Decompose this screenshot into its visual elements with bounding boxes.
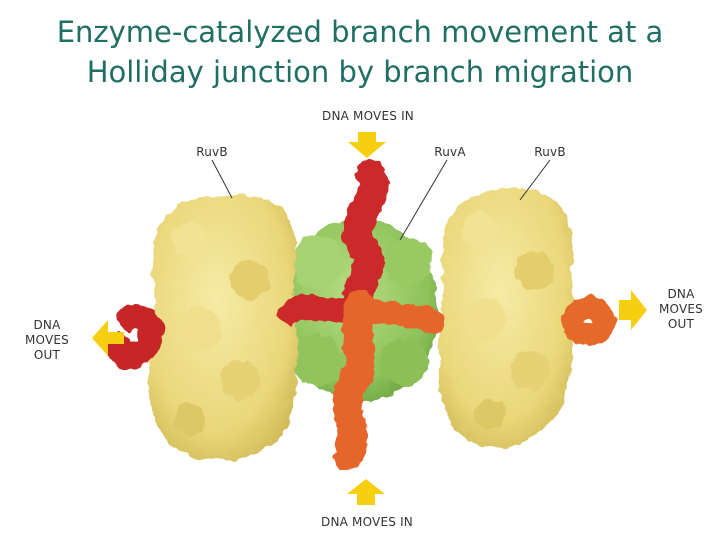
- callout-ruvb-left: [212, 160, 232, 198]
- callout-ruva: [400, 160, 447, 240]
- label-ruvb-left: RuvB: [196, 145, 228, 159]
- label-dna-out-left-line-1: DNA: [33, 318, 61, 332]
- arrow-right-icon: [619, 290, 647, 330]
- label-dna-moves-in-top: DNA MOVES IN: [322, 109, 414, 123]
- label-dna-moves-out-left: [20, 318, 74, 363]
- arrow-down-icon: [348, 132, 386, 158]
- label-ruvb-right: RuvB: [534, 145, 566, 159]
- arrow-up-icon: [347, 479, 385, 505]
- label-dna-moves-out-right: [652, 287, 710, 332]
- title-line-1: Enzyme-catalyzed branch movement at a: [56, 15, 664, 49]
- label-dna-out-left-line-2: MOVES: [25, 333, 69, 347]
- label-dna-out-right-line-3: OUT: [667, 317, 695, 331]
- label-dna-out-right-line-2: MOVES: [659, 302, 703, 316]
- label-dna-moves-in-bottom: DNA MOVES IN: [321, 515, 413, 529]
- title-line-2: Holliday junction by branch migration: [86, 55, 634, 89]
- label-dna-out-right-line-1: DNA: [667, 287, 695, 301]
- label-dna-out-left-line-3: OUT: [33, 348, 61, 362]
- ruvb-left-protein: [149, 194, 298, 460]
- label-ruva: RuvA: [434, 145, 466, 159]
- ruvb-right-protein: [439, 188, 575, 448]
